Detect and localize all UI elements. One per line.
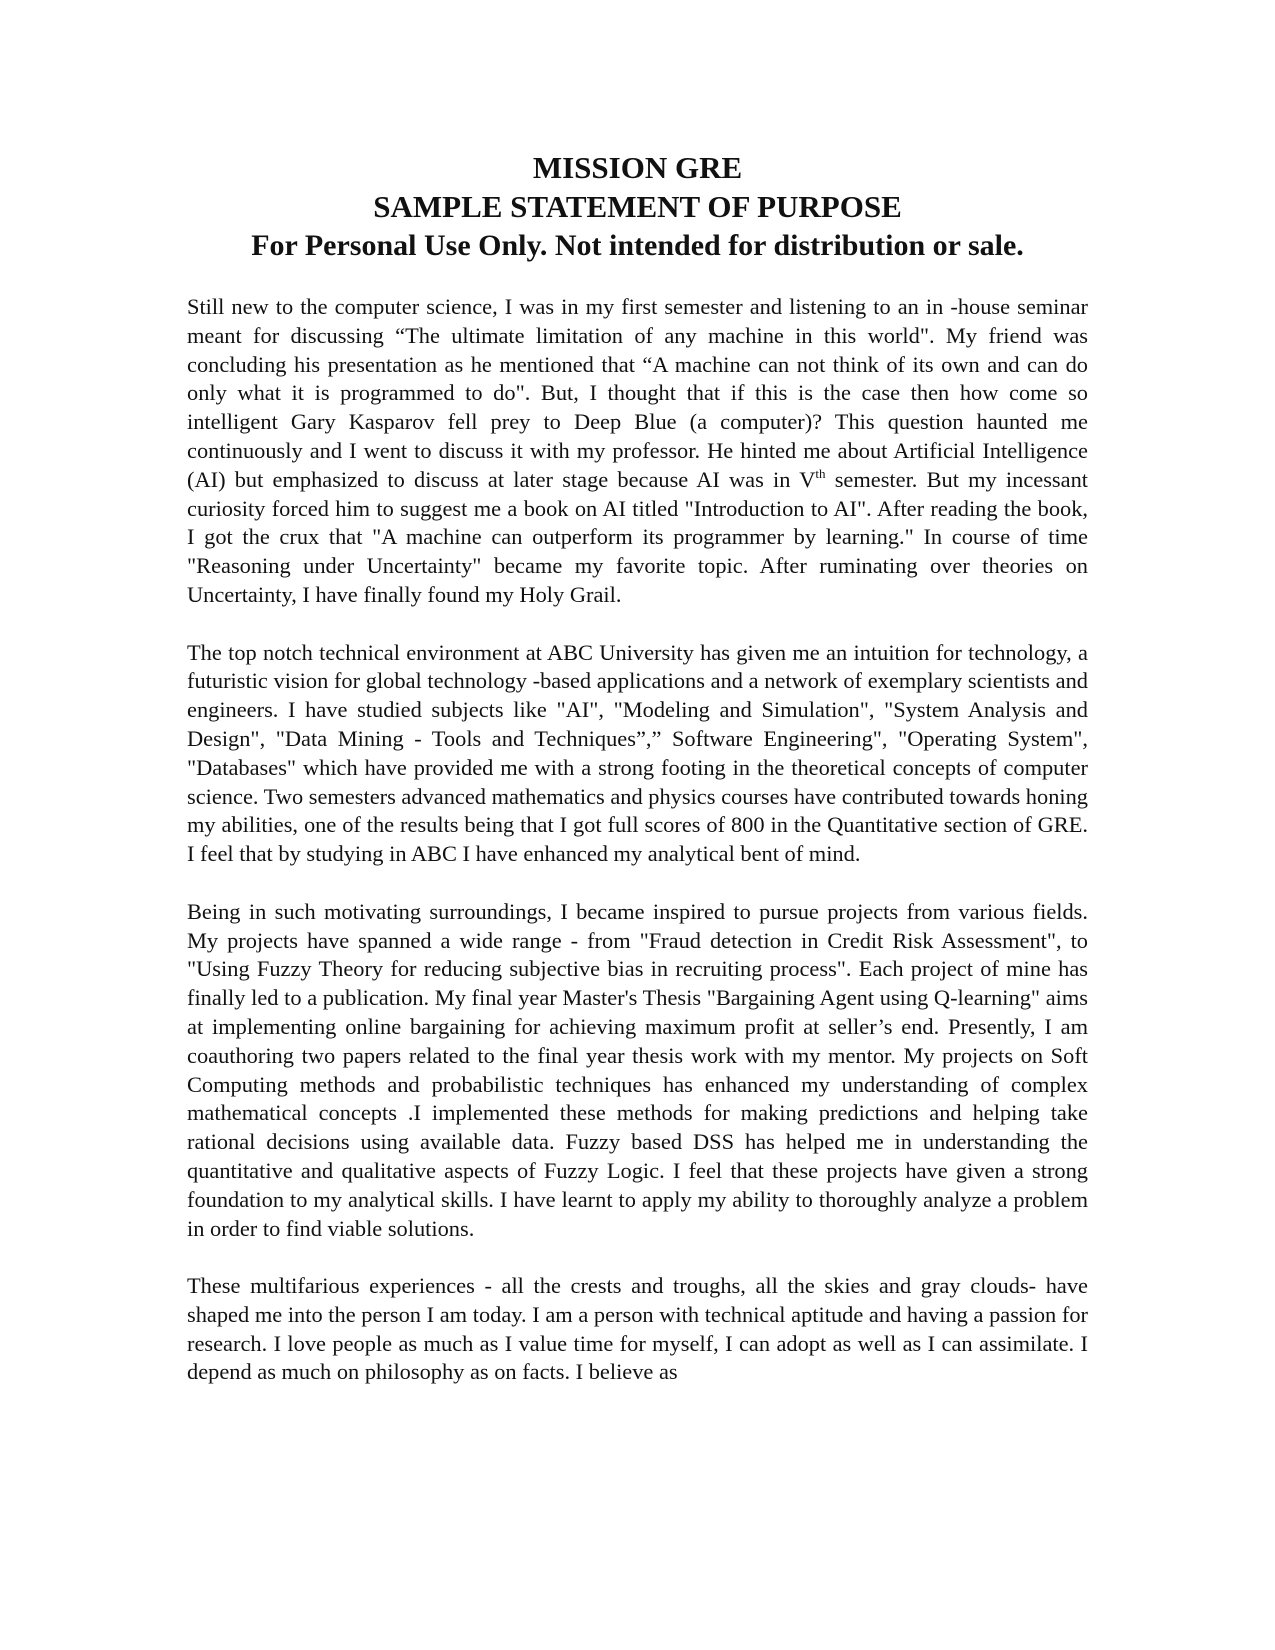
paragraph-3: Being in such motivating surroundings, I became inspired to pursue projects from various fields. My projects have spanned a wide range - from "Fraud detection in Credit Risk Assessment", to "Using Fuzzy Theory for reducing subjective bias in recruiting process". Each project of mine has finally led to a publication. My final year Master's Thesis "Bargaining Agent using Q-learning" aims at implementing online bargaining for achieving maximum profit at seller’s end. Presently, I am coauthoring two papers related to the final year thesis work with my mentor. My projects on Soft Computing methods and probabilistic techniques has enhanced my understanding of complex mathematical concepts .I implemented these methods for making predictions and helping take rational decisions using available data. Fuzzy based DSS has helped me in understanding the quantitative and qualitative aspects of Fuzzy Logic. I feel that these projects have given a strong foundation to my analytical skills. I have learnt to apply my ability to thoroughly analyze a problem in order to find viable solutions. [187, 898, 1088, 1241]
document-page [187, 148, 1088, 1416]
paragraph-1 [187, 293, 1088, 610]
paragraph-1-text-start: Still new to the computer science, I was in my first semester and listening to an in -house seminar meant for discussing “The ultimate limitation of any machine in this world". My friend was concluding his presentation as he mentioned that “A machine can not think of its own and can do only what it is programmed to do". But, I thought that if this is the case then how come so intelligent Gary Kasparov fell prey to Deep Blue (a computer)? This question haunted me continuously and I went to discuss it with my professor. He hinted me about Artificial Intelligence (AI) but emphasized to discuss at later stage because AI was in V [187, 294, 1088, 492]
header-title: MISSION GRE [532, 150, 743, 185]
header-disclaimer: For Personal Use Only. Not intended for distribution or sale. [251, 229, 1024, 262]
document-header [187, 148, 1088, 265]
paragraph-1-text-end: semester. But my incessant curiosity forced him to suggest me a book on AI titled "Introduction to AI". After reading the book, I got the crux that "A machine can outperform its programmer by learning." In course of time "Reasoning under Uncertainty" became my favorite topic. After ruminating over theories on Uncertainty, I have finally found my Holy Grail. [187, 466, 1088, 607]
paragraph-2: The top notch technical environment at ABC University has given me an intuition for technology, a futuristic vision for global technology -based applications and a network of exemplary scientists and engineers. I have studied subjects like "AI", "Modeling and Simulation", "System Analysis and Design", "Data Mining - Tools and Techniques”,” Software Engineering", "Operating System", "Databases" which have provided me with a strong footing in the theoretical concepts of computer science. Two semesters advanced mathematics and physics courses have contributed towards honing my abilities, one of the results being that I got full scores of 800 in the Quantitative section of GRE. I feel that by studying in ABC I have enhanced my analytical bent of mind. [187, 639, 1088, 867]
header-subtitle: SAMPLE STATEMENT OF PURPOSE [373, 189, 902, 224]
paragraph-4: These multifarious experiences - all the crests and troughs, all the skies and gray clouds- have shaped me into the person I am today. I am a person with technical aptitude and having a passion for research. I love people as much as I value time for myself, I can adopt as well as I can assimilate. I depend as much on philosophy as on facts. I believe as [187, 1273, 1088, 1385]
superscript-th: th [815, 465, 826, 481]
